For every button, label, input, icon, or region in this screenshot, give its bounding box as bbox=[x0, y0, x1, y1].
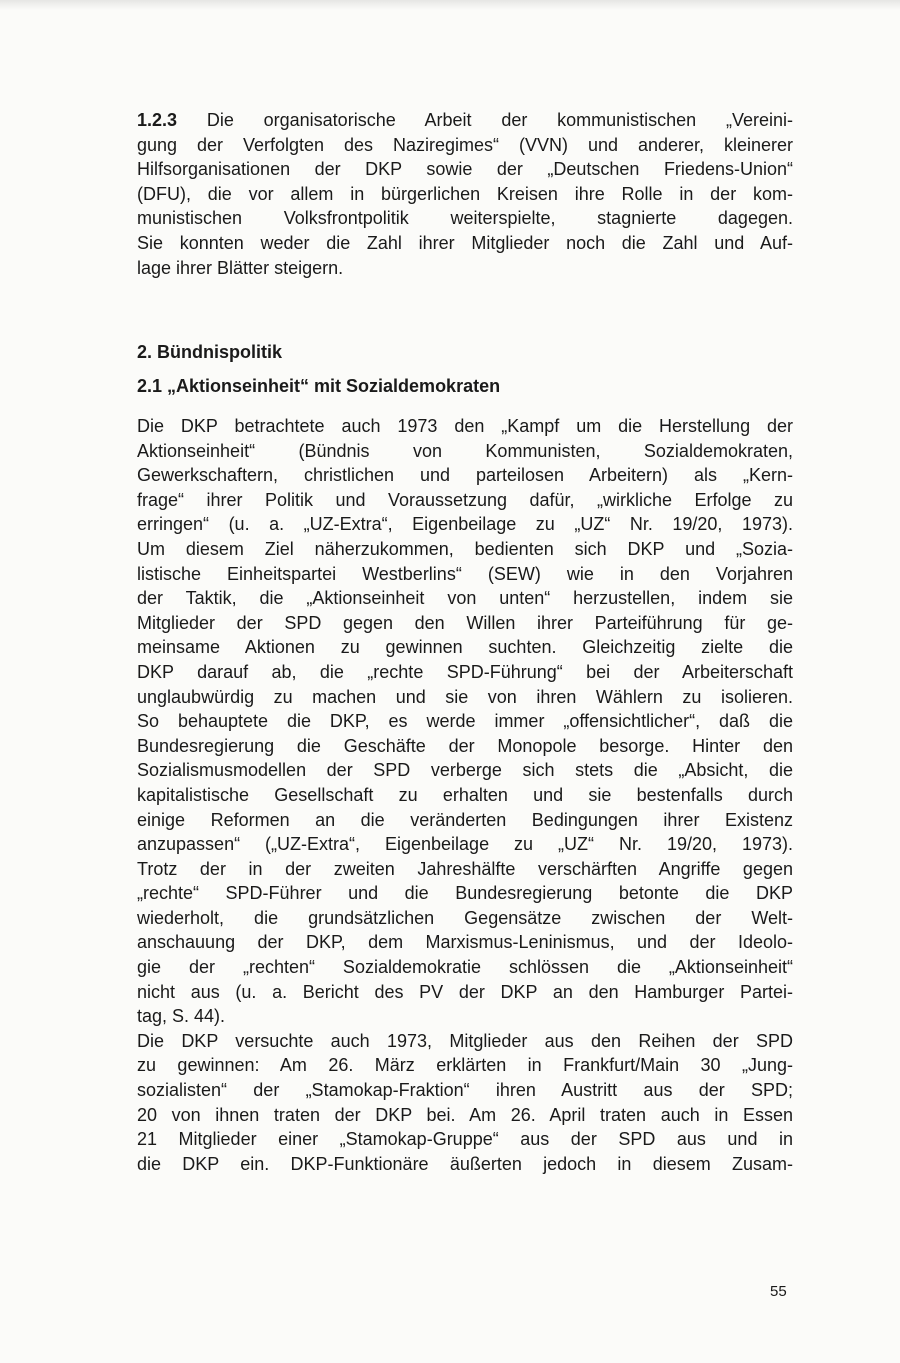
body-line: 21 Mitglieder einer „Stamokap-Gruppe“ aus der SPD aus und in bbox=[137, 1129, 793, 1150]
body-line: zu gewinnen: Am 26. März erklärten in Frankfurt/Main 30 „Jung- bbox=[137, 1055, 793, 1076]
body-line: Bundesregierung die Geschäfte der Monopole besorge. Hinter den bbox=[137, 735, 793, 756]
body-line: Sozialismusmodellen der SPD verberge sich stets die „Absicht, die bbox=[137, 760, 793, 781]
page-number: 55 bbox=[770, 1283, 787, 1300]
section-1-2-3 bbox=[137, 108, 793, 280]
body-line: sozialisten“ der „Stamokap-Fraktion“ ihren Austritt aus der SPD; bbox=[137, 1080, 793, 1101]
body-line: einige Reformen an die veränderten Bedingungen ihrer Existenz bbox=[137, 809, 793, 830]
body-line: Die DKP versuchte auch 1973, Mitglieder aus den Reihen der SPD bbox=[137, 1030, 793, 1051]
body-line: So behauptete die DKP, es werde immer „offensichtlicher“, daß die bbox=[137, 711, 793, 732]
body-line: 20 von ihnen traten der DKP bei. Am 26. April traten auch in Essen bbox=[137, 1104, 793, 1125]
body-line: gie der „rechten“ Sozialdemokratie schlössen die „Aktionseinheit“ bbox=[137, 957, 793, 978]
body-line: nicht aus (u. a. Bericht des PV der DKP an den Hamburger Partei- bbox=[137, 981, 793, 1002]
body-line: „rechte“ SPD-Führer und die Bundesregierung betonte die DKP bbox=[137, 883, 793, 904]
body-line: unglaubwürdig zu machen und sie von ihren Wählern zu isolieren. bbox=[137, 686, 793, 707]
section-1-2-3-line: gung der Verfolgten des Naziregimes“ (VVN) und anderer, kleinerer bbox=[137, 134, 793, 155]
body-line: kapitalistische Gesellschaft zu erhalten und sie bestenfalls durch bbox=[137, 784, 793, 805]
body-line: Die DKP betrachtete auch 1973 den „Kampf um die Herstellung der bbox=[137, 416, 793, 436]
body-line: Gewerkschaftern, christlichen und parteilosen Arbeitern) als „Kern- bbox=[137, 465, 793, 486]
body-line: der Taktik, die „Aktionseinheit von unten“ herzustellen, indem sie bbox=[137, 588, 793, 609]
body-line: frage“ ihrer Politik und Voraussetzung dafür, „wirkliche Erfolge zu bbox=[137, 489, 793, 510]
heading-buendnispolitik: 2. Bündnispolitik bbox=[137, 342, 283, 362]
body-line: Um diesem Ziel näherzukommen, bedienten sich DKP und „Sozia- bbox=[137, 538, 793, 559]
heading-aktionseinheit: 2.1 „Aktionseinheit“ mit Sozialdemokraten bbox=[137, 376, 501, 396]
body-line: die DKP ein. DKP-Funktionäre äußerten jedoch in diesem Zusam- bbox=[137, 1153, 793, 1174]
section-2-1-body bbox=[137, 414, 793, 1176]
body-line: wiederholt, die grundsätzlichen Gegensätze zwischen der Welt- bbox=[137, 907, 793, 928]
body-line: DKP darauf ab, die „rechte SPD-Führung“ bei der Arbeiterschaft bbox=[137, 661, 793, 682]
body-line: Mitglieder der SPD gegen den Willen ihrer Parteiführung für ge- bbox=[137, 612, 793, 633]
section-1-2-3-line: munistischen Volksfrontpolitik weiterspielte, stagnierte dagegen. bbox=[137, 208, 793, 229]
section-1-2-3-line: 1.2.3 Die organisatorische Arbeit der kommunistischen „Vereini- bbox=[137, 110, 793, 130]
body-line: listische Einheitspartei Westberlins“ (SEW) wie in den Vorjahren bbox=[137, 563, 793, 584]
section-1-2-3-line: (DFU), die vor allem in bürgerlichen Kreisen ihre Rolle in der kom- bbox=[137, 183, 793, 204]
body-line: meinsame Aktionen zu gewinnen suchten. Gleichzeitig zielte die bbox=[137, 637, 793, 658]
body-line: Trotz der in der zweiten Jahreshälfte verschärften Angriffe gegen bbox=[137, 858, 793, 879]
section-number: 1.2.3 bbox=[137, 110, 178, 130]
scan-top-edge bbox=[0, 0, 900, 10]
body-line: Aktionseinheit“ (Bündnis von Kommunisten, Sozialdemokraten, bbox=[137, 440, 793, 461]
body-line: anschauung der DKP, dem Marxismus-Leninismus, und der Ideolo- bbox=[137, 932, 793, 953]
body-line: tag, S. 44). bbox=[137, 1006, 226, 1027]
body-line: erringen“ (u. a. „UZ-Extra“, Eigenbeilage zu „UZ“ Nr. 19/20, 1973). bbox=[137, 514, 793, 535]
section-1-2-3-line: Sie konnten weder die Zahl ihrer Mitglieder noch die Zahl und Auf- bbox=[137, 232, 793, 253]
section-1-2-3-line: lage ihrer Blätter steigern. bbox=[137, 257, 344, 278]
section-1-2-3-line: Hilfsorganisationen der DKP sowie der „Deutschen Friedens-Union“ bbox=[137, 159, 793, 180]
body-line: anzupassen“ („UZ-Extra“, Eigenbeilage zu „UZ“ Nr. 19/20, 1973). bbox=[137, 834, 793, 855]
